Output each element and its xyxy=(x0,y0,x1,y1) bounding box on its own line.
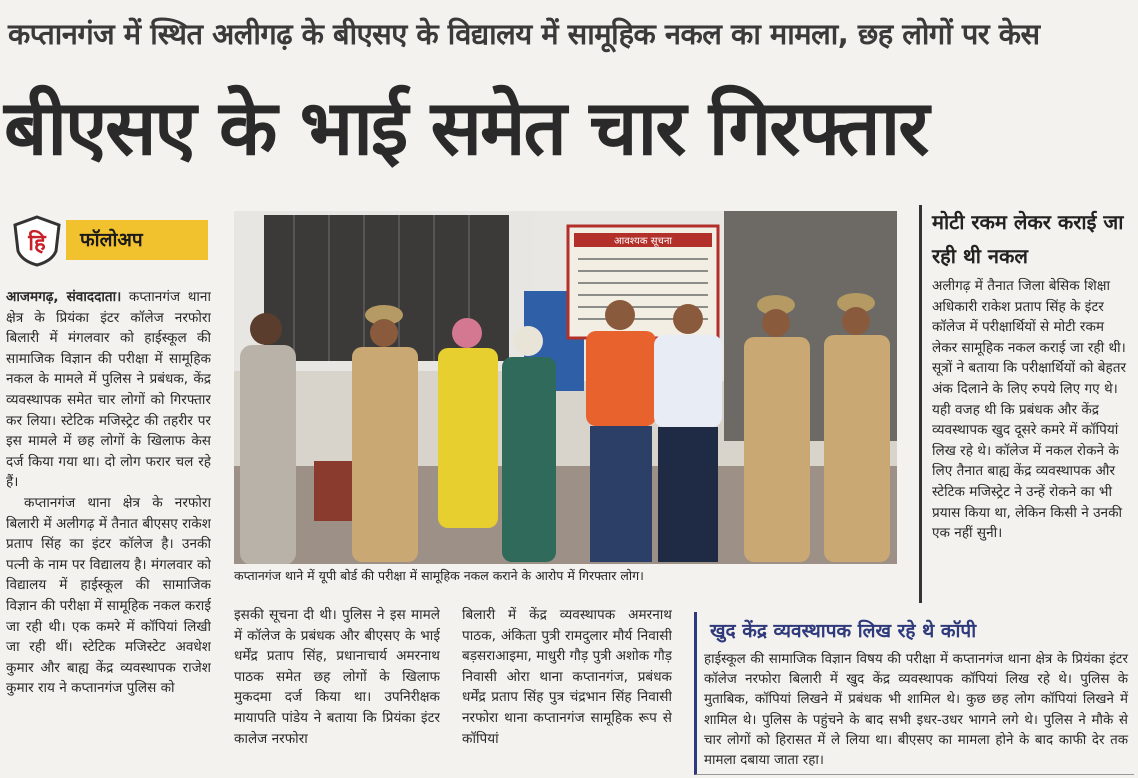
photo-illustration xyxy=(234,211,897,564)
sidebar-divider xyxy=(919,205,922,603)
logo-letter: हि xyxy=(28,231,46,256)
hindustan-logo-icon xyxy=(12,215,62,267)
followup-tag-label: फॉलोअप xyxy=(80,229,143,251)
sidebar-body: अलीगढ़ में तैनात जिला बेसिक शिक्षा अधिकारी राकेश प्रताप सिंह के इंटर कॉलेज में परीक्षार्थियों से मोटी रकम लेकर सामूहिक नकल कराई जा रही थी। सूत्रों ने बताया कि परीक्षार्थियों को बेहतर अंक दिलाने के लिए रुपये लिए गए थे। यही वजह थी कि प्रबंधक और केंद्र व्यवस्थापक खुद दूसरे कमरे में कॉपियां लिख रहे थे। कॉलेज में नकल रोकने के लिए तैनात बाह्य केंद्र व्यवस्थापक और स्टेटिक मजिस्ट्रेट ने उन्हें रोकने का भी प्रयास किया था, लेकिन किसी ने उनकी एक नहीं सुनी। xyxy=(932,278,1127,542)
dateline: आजमगढ़, संवाददाता। xyxy=(6,289,122,305)
box-story-title: खुद केंद्र व्यवस्थापक लिख रहे थे कॉपी xyxy=(710,620,977,642)
main-headline: बीएसए के भाई समेत चार गिरफ्तार xyxy=(4,83,928,172)
article-column-1 xyxy=(6,287,211,767)
person-1 xyxy=(240,313,296,564)
person-6 xyxy=(654,304,722,562)
article-column-2: इसकी सूचना दी थी। पुलिस ने इस मामले में कॉलेज के प्रबंधक और बीएसए के भाई धर्मेंद्र प्रताप सिंह, प्रधानाचार्य अमरनाथ पाठक समेत छह लोगों के खिलाफ मुकदमा दर्ज किया था। उपनिरीक्षक मायापति पांडेय ने बताया कि प्रियंका इंटर कालेज नरफोरा xyxy=(234,607,440,747)
column-1-paragraph-2: कप्तानगंज थाना क्षेत्र के नरफोरा बिलारी में अलीगढ़ में तैनात बीएसए राकेश प्रताप सिंह का इंटर कॉलेज है। उनकी पत्नी के नाम पर विद्यालय है। मंगलवार को विद्यालय में हाईस्कूल की सामाजिक विज्ञान की परीक्षा में सामूहिक नकल कराई जा रही थी। एक कमरे में कॉपियां लिखी जा रही थीं। स्टेटिक मजिस्टेट अवधेश कुमार और बाह्य केंद्र व्यवस्थापक राजेश कुमार राय ने कप्तानगंज पुलिस को xyxy=(6,494,211,697)
photo-caption: कप्तानगंज थाने में यूपी बोर्ड की परीक्षा में सामूहिक नकल कराने के आरोप में गिरफ्तार लोग। xyxy=(234,568,644,583)
arrest-photo xyxy=(234,211,897,564)
kicker-headline: कप्तानगंज में स्थित अलीगढ़ के बीएसए के विद्यालय में सामूहिक नकल का मामला, छह लोगों पर केस xyxy=(8,17,1040,51)
followup-tag xyxy=(66,220,208,260)
person-3 xyxy=(438,318,498,528)
person-5 xyxy=(586,300,656,562)
box-story-body: हाईस्कूल की सामाजिक विज्ञान विषय की परीक्षा में कप्तानगंज थाना क्षेत्र के प्रियंका इंटर कॉलेज नरफोरा बिलारी में खुद केंद्र व्यवस्थापक कॉपियां लिख रहे थे। पुलिस के मुताबिक, कॉपियां लिखने में प्रबंधक भी शामिल थे। कुछ छह लोग कॉपियां लिखने में शामिल थे। पुलिस के पहुंचने के बाद सभी इधर-उधर भागने लगे थे। पुलिस ने मौके से चार लोगों को हिरासत में ले लिया था। बीएसए का मामला होने के बाद काफी देर तक मामला दबाया जाता रहा। xyxy=(704,652,1128,769)
notice-title: आवश्यक सूचना xyxy=(614,236,672,247)
person-4 xyxy=(502,326,556,562)
sidebar-title: मोटी रकम लेकर कराई जा रही थी नकल xyxy=(932,210,1124,268)
article-column-3: बिलारी में केंद्र व्यवस्थापक अमरनाथ पाठक, अंकिता पुत्री रामदुलार मौर्य निवासी बड़सराआइमा, माधुरी गौड़ पुत्री अशोक गौड़ निवासी ओरा थाना कप्तानगंज, प्रबंधक धर्मेंद्र प्रताप सिंह पुत्र चंद्रभान सिंह निवासी नरफोरा थाना कप्तानगंज सामूहिक रूप से कॉपियां xyxy=(462,607,672,747)
column-1-text: कप्तानगंज थाना क्षेत्र के प्रियंका इंटर कॉलेज नरफोरा बिलारी में मंगलवार को हाईस्कूल की सामाजिक विज्ञान की परीक्षा में सामूहिक नकल के मामले में पुलिस ने प्रबंधक, केंद्र व्यवस्थापक समेत चार लोगों को गिरफ्तार कर लिया। स्टेटिक मजिस्ट्रेट की तहरीर पर इस मामले में छह लोगों के खिलाफ केस दर्ज किया गया था। दो लोग फरार चल रहे हैं। xyxy=(6,289,211,491)
